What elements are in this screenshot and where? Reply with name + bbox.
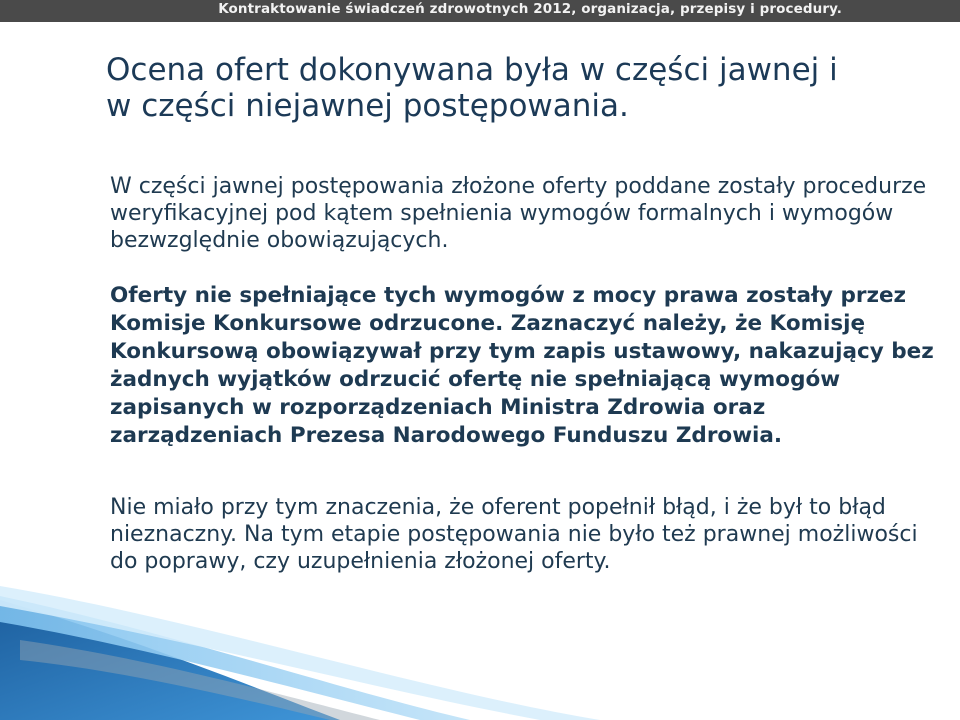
- paragraph-brak-poprawy: Nie miało przy tym znaczenia, że oferent popełnił błąd, i że był to błąd nieznaczny. Na tym etapie postępowania nie było też prawnej możliwości do poprawy, czy uzupełnienia złożonej oferty.: [110, 495, 918, 574]
- slide-heading: Ocena ofert dokonywana była w części jawnej i w części niejawnej postępowania.: [106, 52, 838, 124]
- header-title: Kontraktowanie świadczeń zdrowotnych 2012, organizacja, przepisy i procedury.: [218, 1, 842, 17]
- paragraph-jawna-czesc: W części jawnej postępowania złożone oferty poddane zostały procedurze weryfikacyjnej pod kątem spełnienia wymogów formalnych i wymogów bezwzględnie obowiązujących.: [110, 174, 927, 253]
- paragraph-odrzucenie-ofert: Oferty nie spełniające tych wymogów z mocy prawa zostały przez Komisje Konkursowe odrzucone. Zaznaczyć należy, że Komisję Konkursową obowiązywał przy tym zapis ustawowy, nakazujący bez żadnych wyjątków odrzucić ofertę nie spełniającą wymogów zapisanych w rozporządzeniach Ministra Zdrowia oraz zarządzeniach Prezesa Narodowego Funduszu Zdrowia.: [110, 283, 934, 448]
